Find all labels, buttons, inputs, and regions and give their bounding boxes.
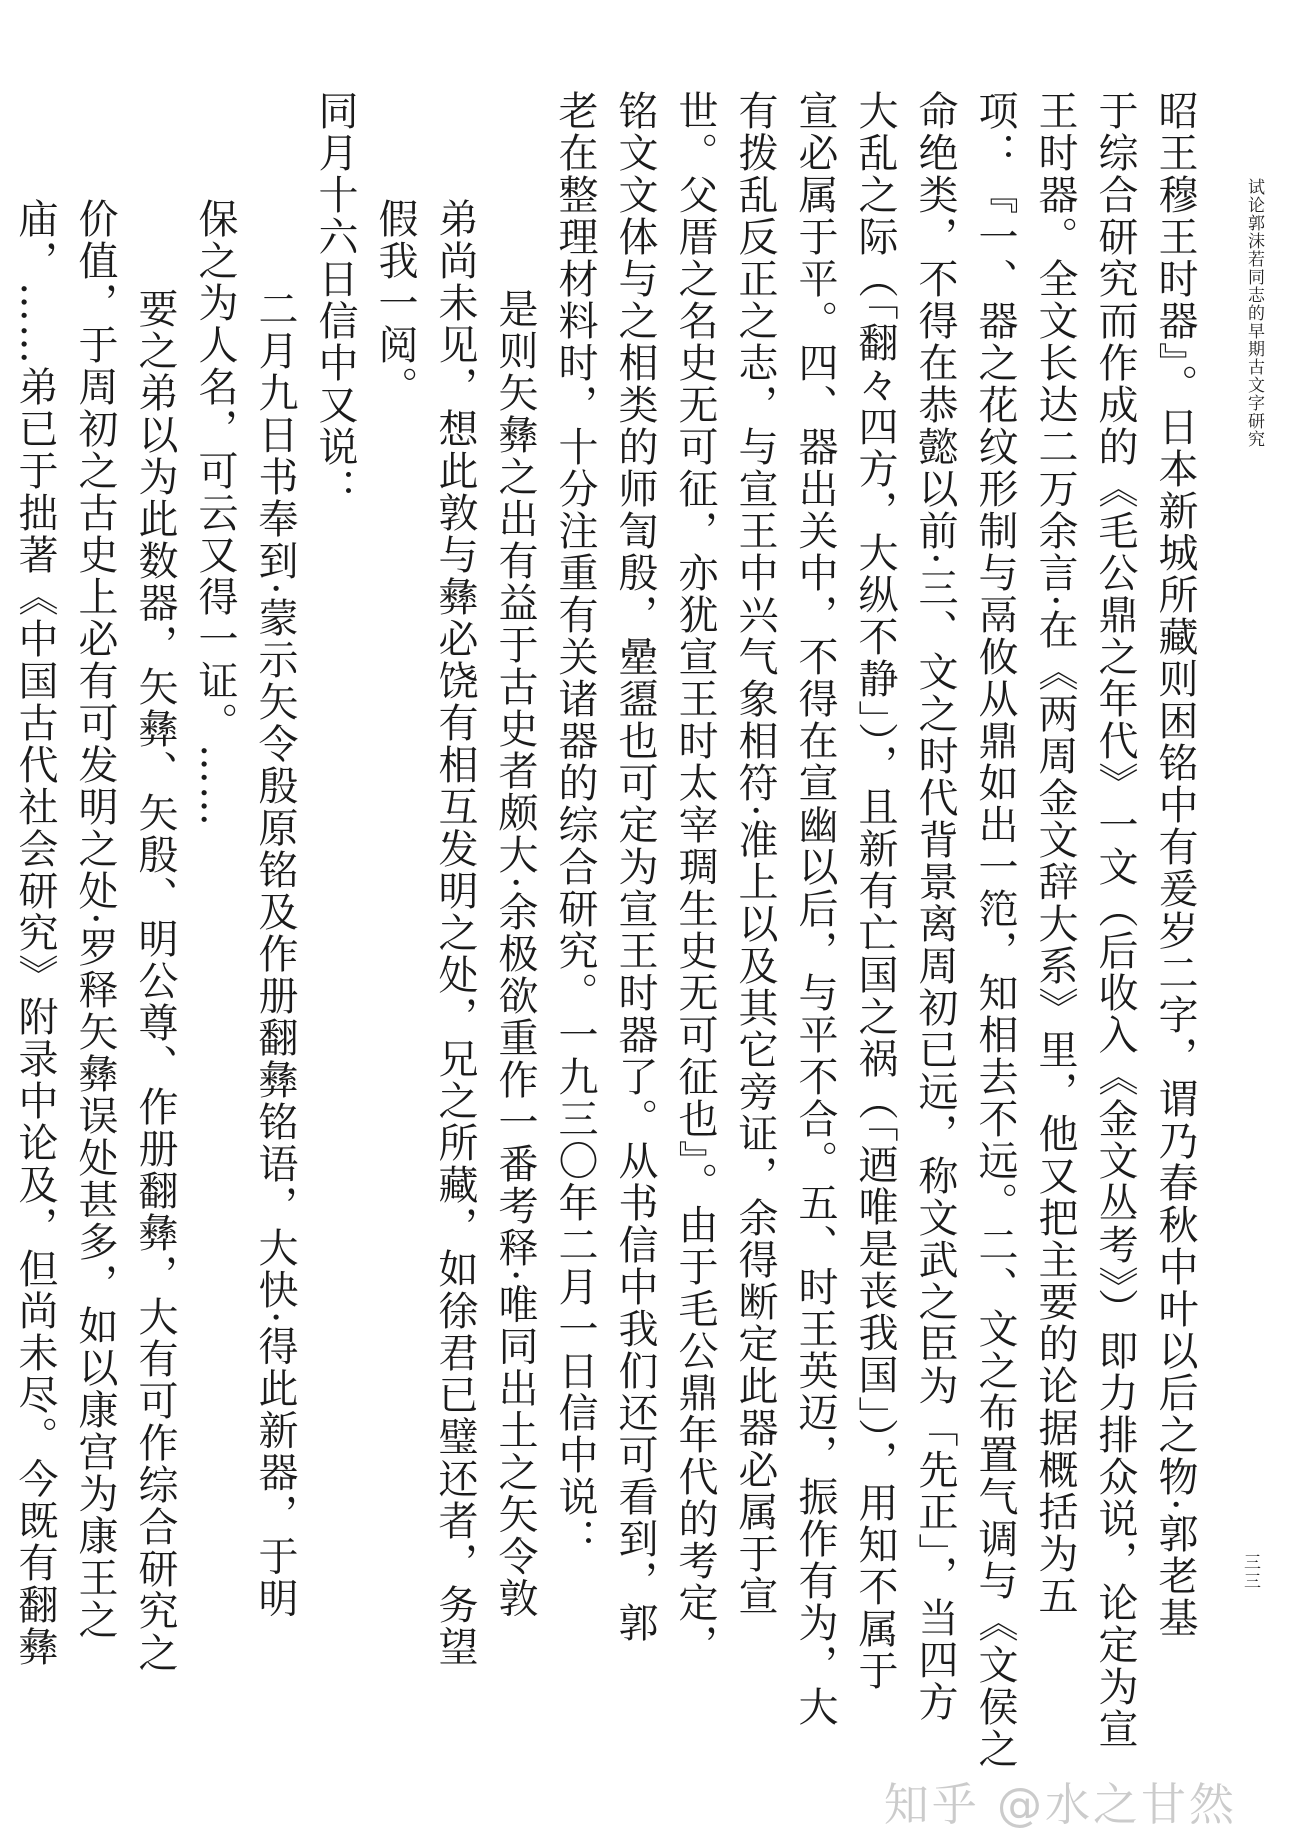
text-column: 命绝类，不得在恭懿以前·三、文之时代背景离周初已远，称文武之臣为「先正」，当四方 bbox=[912, 90, 958, 1723]
text-column: 王时器。全文长达二万余言·在《两周金文辞大系》里，他又把主要的论据概括为五 bbox=[1032, 90, 1078, 1617]
text-column: 同月十六日信中又说： bbox=[312, 90, 358, 510]
text-column: 宣必属于平。四、器出关中，不得在宣幽以后，与平不合。五、时王英迈，振作有为，大 bbox=[792, 90, 838, 1728]
text-column: 有拨乱反正之志，与宣王中兴气象相符·准上以及其它旁证，余得断定此器必属于宣 bbox=[732, 90, 778, 1617]
text-column: 项：『一、器之花纹形制与鬲攸从鼎如出一笵，知相去不远。二、文之布置气调与《文侯之 bbox=[972, 90, 1018, 1770]
text-column: 昭王穆王时器』。日本新城所藏则困铭中有爰岁二字，谓乃春秋中叶以后之物·郭老基 bbox=[1152, 90, 1198, 1639]
text-column: 世。父厝之名史无可征，亦犹宣王时太宰琱生史无可征也』。由于毛公鼎年代的考定， bbox=[672, 90, 718, 1666]
manuscript-columns bbox=[5, 90, 1205, 1806]
text-column: 价值，于周初之古史上必有可发明之处·罗释矢彝误处甚多，如以康宫为康王之 bbox=[72, 198, 118, 1641]
text-column: 是则矢彝之出有益于古史者颇大·余极欲重作一番考释·唯同出土之矢令敦 bbox=[492, 288, 538, 1620]
text-column: 假我一阅。 bbox=[372, 198, 418, 408]
text-column: 保之为人名，可云又得一证。…… bbox=[192, 198, 238, 828]
text-column: 二月九日书奉到·蒙示矢令殷原铭及作册翻彝铭语，大快·得此新器，于明 bbox=[252, 288, 298, 1620]
text-column: 大乱之际（「翻々四方，大纵不静」），且新有亡国之祸（「迺唯是丧我国」），用知不属于 bbox=[852, 90, 898, 1692]
text-column: 老在整理材料时，十分注重有关诸器的综合研究。一九三〇年二月一日信中说： bbox=[552, 90, 598, 1560]
text-column: 庙，……弟已于拙著《中国古代社会研究》附录中论及，但尚未尽。今既有翻彝 bbox=[12, 198, 58, 1668]
page-number: 三三 bbox=[1240, 1553, 1260, 1591]
text-column: 铭文文体与之相类的师訇殷，曐盨也可定为宣王时器了。从书信中我们还可看到，郭 bbox=[612, 90, 658, 1644]
running-title: 试论郭沫若同志的早期古文字研究 bbox=[1244, 178, 1264, 448]
watermark: 知乎 @水之甘然 bbox=[883, 1778, 1237, 1831]
text-column: 弟尚未见，想此敦与彝必饶有相互发明之处，兄之所藏，如徐君已璧还者，务望 bbox=[432, 198, 478, 1668]
text-column: 要之弟以为此数器，矢彝、矢殷、明公尊、作册翻彝，大有可作综合研究之 bbox=[132, 288, 178, 1674]
text-column: 于综合研究而作成的《毛公鼎之年代》一文（后收入《金文丛考》）即力排众说，论定为宣 bbox=[1092, 90, 1138, 1750]
